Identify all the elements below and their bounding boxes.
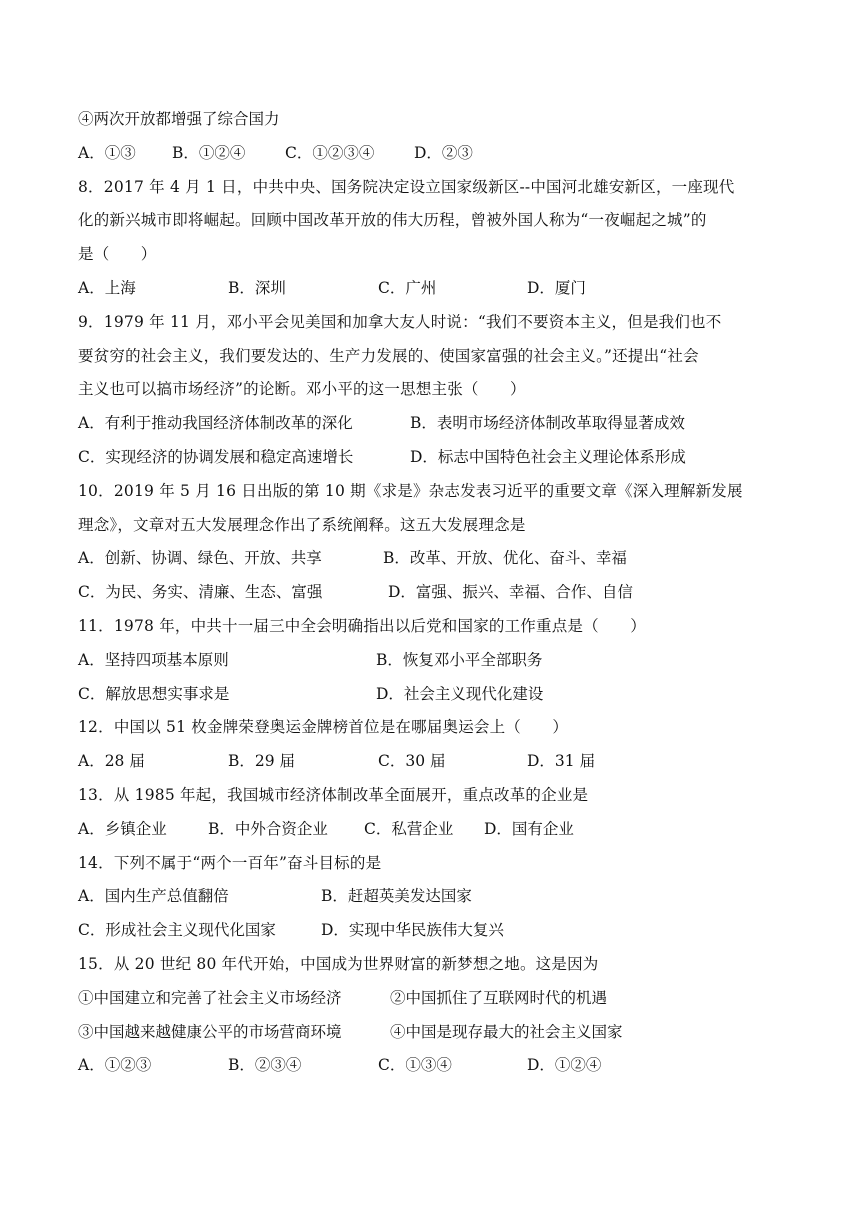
q11-stem-line: 11．1978 年，中共十一届三中全会明确指出以后党和国家的工作重点是（ ） (78, 616, 646, 635)
q7-item-4: ④两次开放都增强了综合国力 (78, 110, 280, 128)
q9-option-c: C．实现经济的协调发展和稳定高速增长 (78, 447, 354, 466)
q15-options (78, 1049, 788, 1083)
q10-option-a: A．创新、协调、绿色、开放、共享 (78, 549, 322, 568)
q7-options (78, 137, 788, 171)
q9-option-a: A．有利于推动我国经济体制改革的深化 (78, 414, 353, 433)
q11-options-row-2 (78, 678, 788, 712)
q7-option-a: A．①③ (78, 143, 136, 162)
q8-option-a: A．上海 (78, 278, 136, 297)
q13-option-d: D．国有企业 (484, 819, 574, 838)
q12-option-d: D．31 届 (527, 752, 596, 771)
q15-item-4: ④中国是现存最大的社会主义国家 (390, 1022, 623, 1041)
q10-option-c: C．为民、务实、清廉、生态、富强 (78, 583, 323, 602)
q13-stem-line: 13．从 1985 年起，我国城市经济体制改革全面展开，重点改革的企业是 (78, 785, 589, 804)
q7-option-d: D．②③ (414, 143, 473, 162)
q8-option-b: B．深圳 (228, 278, 286, 297)
q14-option-a: A．国内生产总值翻倍 (78, 887, 229, 906)
q8-stem-line: 8．2017 年 4 月 1 日，中共中央、国务院决定设立国家级新区--中国河北雄安新区，一座现代 (78, 177, 735, 196)
q10-option-d: D．富强、振兴、幸福、合作、自信 (388, 583, 633, 602)
q9-options-row-1 (78, 407, 788, 441)
q8-option-c: C．广州 (378, 278, 437, 297)
q12-option-c: C．30 届 (378, 752, 446, 771)
q14-options-row-2 (78, 914, 788, 948)
q11-option-b: B．恢复邓小平全部职务 (376, 650, 543, 669)
q12-option-b: B．29 届 (228, 752, 296, 771)
q14-options-row-1 (78, 880, 788, 914)
q10-options-row-2 (78, 576, 788, 610)
q11-options-row-1 (78, 644, 788, 678)
q15-option-b: B．②③④ (228, 1056, 302, 1075)
q13-options (78, 813, 788, 847)
q9-stem-line: 主义也可以搞市场经济”的论断。邓小平的这一思想主张（ ） (78, 380, 526, 399)
q14-stem-line: 14．下列不属于“两个一百年”奋斗目标的是 (78, 853, 382, 872)
q14-option-c: C．形成社会主义现代化国家 (78, 921, 276, 940)
q14-option-b: B．赶超英美发达国家 (321, 887, 472, 906)
q9-stem-line: 9．1979 年 11 月，邓小平会见美国和加拿大友人时说：“我们不要资本主义，但是我们也不 (78, 312, 722, 331)
q13-option-b: B．中外合资企业 (208, 819, 328, 838)
q9-option-b: B．表明市场经济体制改革取得显著成效 (410, 414, 685, 433)
q9-option-d: D．标志中国特色社会主义理论体系形成 (410, 447, 686, 466)
q12-option-a: A．28 届 (78, 752, 145, 771)
q10-option-b: B．改革、开放、优化、奋斗、幸福 (383, 549, 627, 568)
q11-option-d: D．社会主义现代化建设 (376, 684, 544, 703)
q9-stem-line: 要贫穷的社会主义，我们要发达的、生产力发展的、使国家富强的社会主义。”还提出“社会 (78, 346, 699, 365)
q12-options (78, 745, 788, 779)
q8-stem-line: 是（ ） (78, 245, 157, 264)
q8-option-d: D．厦门 (527, 278, 586, 297)
q10-stem-line: 理念》，文章对五大发展理念作出了系统阐释。这五大发展理念是 (78, 515, 526, 534)
q10-stem-line: 10．2019 年 5 月 16 日出版的第 10 期《求是》杂志发表习近平的重要文章《深入理解新发展 (78, 481, 743, 500)
q10-options-row-1 (78, 542, 788, 576)
q8-stem-line: 化的新兴城市即将崛起。回顾中国改革开放的伟大历程，曾被外国人称为“一夜崛起之城”的 (78, 211, 707, 230)
q13-option-a: A．乡镇企业 (78, 819, 167, 838)
q12-stem-line: 12．中国以 51 枚金牌荣登奥运金牌榜首位是在哪届奥运会上（ ） (78, 718, 569, 737)
exam-page (78, 103, 788, 1083)
q15-stem-line: 15．从 20 世纪 80 年代开始，中国成为世界财富的新梦想之地。这是因为 (78, 954, 599, 973)
q7-option-b: B．①②④ (172, 143, 246, 162)
q15-item-2: ②中国抓住了互联网时代的机遇 (390, 988, 608, 1007)
q11-option-c: C．解放思想实事求是 (78, 684, 230, 703)
q15-items-row-1 (78, 982, 788, 1016)
q15-item-3: ③中国越来越健康公平的市场营商环境 (78, 1022, 342, 1041)
q14-option-d: D．实现中华民族伟大复兴 (321, 921, 504, 940)
q15-option-d: D．①②④ (527, 1056, 602, 1075)
q15-option-c: C．①③④ (378, 1056, 452, 1075)
q8-options (78, 272, 788, 306)
q15-option-a: A．①②③ (78, 1056, 152, 1075)
q15-item-1: ①中国建立和完善了社会主义市场经济 (78, 988, 342, 1007)
q15-items-row-2 (78, 1016, 788, 1050)
q13-option-c: C．私营企业 (364, 819, 454, 838)
q9-options-row-2 (78, 441, 788, 475)
q7-option-c: C．①②③④ (285, 143, 375, 162)
q11-option-a: A．坚持四项基本原则 (78, 650, 229, 669)
